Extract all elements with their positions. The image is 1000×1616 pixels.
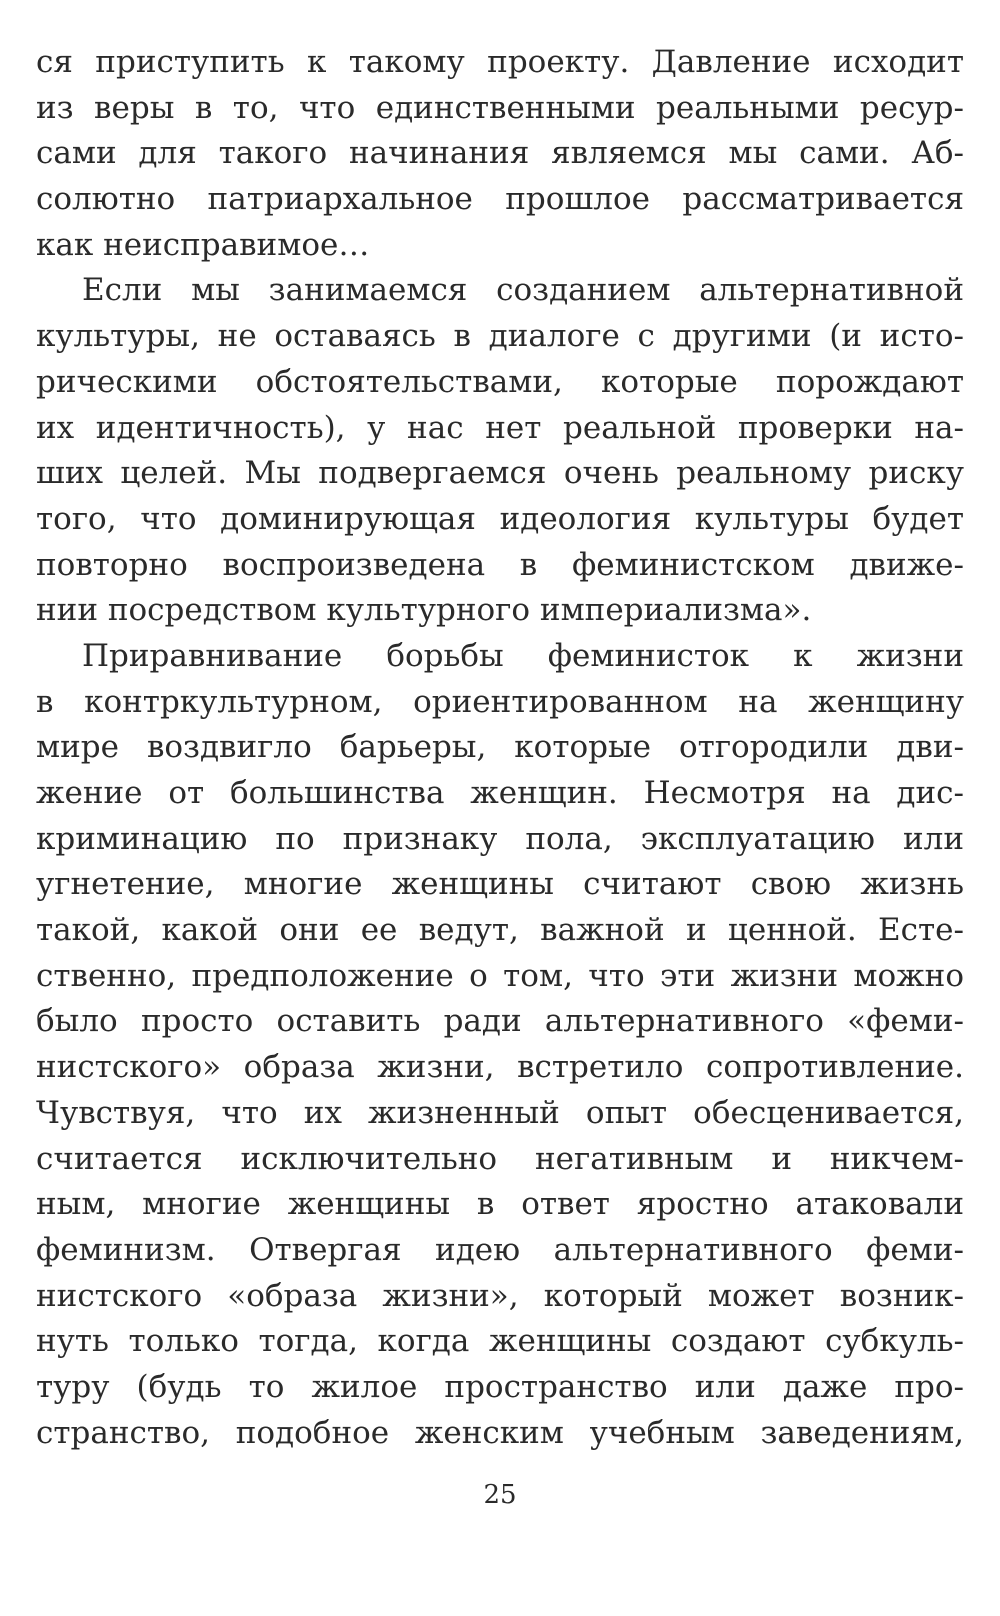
text-line: мире воздвигло барьеры, которые отгородили дви- [36, 729, 964, 766]
text-line: феминизм. Отвергая идею альтернативного феми- [36, 1231, 964, 1268]
text-line: Если мы занимаемся созданием альтернативной [82, 272, 964, 309]
text-line: солютно патриархальное прошлое рассматривается [36, 181, 964, 218]
text-line: нуть только тогда, когда женщины создают субкуль- [36, 1323, 964, 1360]
text-line: нистского «образа жизни», который может возник- [36, 1277, 964, 1314]
text-line: ся приступить к такому проекту. Давление исходит [36, 44, 964, 80]
text-line: ших целей. Мы подвергаемся очень реальному риску [36, 455, 964, 492]
text-line: считается исключительно негативным и никчем- [36, 1140, 964, 1177]
text-line: Приравнивание борьбы феминисток к жизни [82, 637, 964, 674]
body-text [36, 40, 964, 1456]
text-line: жение от большинства женщин. Несмотря на дис- [36, 775, 964, 811]
text-line: культуры, не оставаясь в диалоге с другими (и исто- [36, 318, 964, 355]
text-line: ным, многие женщины в ответ яростно атаковали [36, 1186, 964, 1223]
text-line: криминацию по признаку пола, эксплуатацию или [36, 820, 964, 857]
text-line: такой, какой они ее ведут, важной и ценной. Есте- [36, 912, 964, 949]
text-line: из веры в то, что единственными реальными ресур- [36, 89, 964, 126]
text-line: было просто оставить ради альтернативного «феми- [36, 1003, 964, 1040]
text-line: повторно воспроизведена в феминистском движе- [36, 546, 964, 583]
text-line: Чувствуя, что их жизненный опыт обесценивается, [36, 1094, 964, 1131]
text-line: в контркультурном, ориентированном на женщину [36, 683, 964, 720]
text-line: сами для такого начинания являемся мы сами. Аб- [36, 135, 964, 172]
text-line: как неисправимое… [36, 226, 370, 263]
text-line: странство, подобное женским учебным заведениям, [36, 1414, 964, 1451]
text-line: нии посредством культурного империализма». [36, 592, 812, 629]
text-line: ственно, предположение о том, что эти жизни можно [36, 957, 964, 994]
text-line: нистского» образа жизни, встретило сопротивление. [36, 1049, 964, 1086]
text-line: туру (будь то жилое пространство или даже про- [36, 1368, 964, 1405]
text-line: рическими обстоятельствами, которые порождают [36, 363, 964, 400]
text-line: того, что доминирующая идеология культуры будет [36, 500, 964, 537]
page-number: 25 [483, 1480, 517, 1510]
text-line: угнетение, многие женщины считают свою жизнь [36, 866, 964, 903]
text-line: их идентичность), у нас нет реальной проверки на- [36, 409, 964, 446]
